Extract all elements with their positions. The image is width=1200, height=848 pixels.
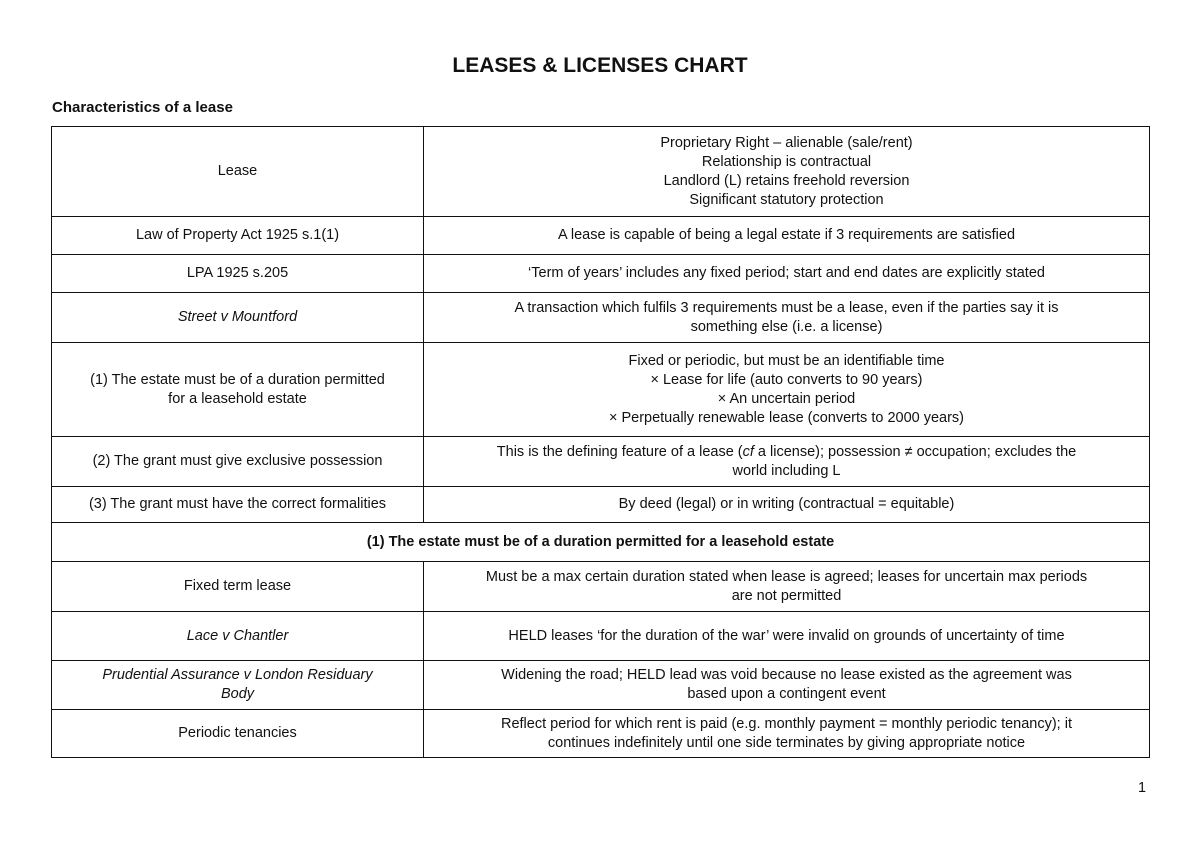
row-label: Lease [52,127,424,217]
detail-line: By deed (legal) or in writing (contractual = equitable) [618,496,955,512]
table-row [52,255,1150,293]
table-row [52,562,1150,612]
detail-line: Reflect period for which rent is paid (e.g. monthly payment = monthly periodic tenancy); it [500,715,1072,732]
detail-line: Widening the road; HELD lead was void because no lease existed as the agreement was [501,667,1072,683]
detail-line: Proprietary Right – alienable (sale/rent) [660,134,913,151]
row-detail [424,487,1150,523]
table-row [52,612,1150,661]
label-line: Prudential Assurance v London Residuary [102,667,373,683]
row-detail [424,437,1150,487]
section-header-row [52,523,1150,562]
detail-line: based upon a contingent event [687,686,886,702]
detail-line: ‘Term of years’ includes any fixed period; start and end dates are explicitly stated [528,265,1045,281]
label-line: Body [220,686,255,702]
case-name [52,661,424,710]
table-row [52,437,1150,487]
table-row [52,487,1150,523]
detail-line: are not permitted [731,587,842,604]
detail-text: This is the defining feature of a lease ( [496,443,743,460]
row-label: (2) The grant must give exclusive possession [52,437,424,487]
row-label: Periodic tenancies [52,710,424,758]
detail-line: A transaction which fulfils 3 requirements must be a lease, even if the parties say it is [514,299,1059,316]
detail-line: × Perpetually renewable lease (converts to 2000 years) [608,409,965,426]
detail-line: × An uncertain period [717,390,856,407]
row-label: Fixed term lease [52,562,424,612]
label-line: for a leasehold estate [168,390,307,407]
table-row [52,217,1150,255]
document-title: LEASES & LICENSES CHART [452,54,748,77]
leases-chart-table [51,126,1150,758]
table-row [52,343,1150,437]
detail-line: Relationship is contractual [701,153,872,170]
detail-line: world including L [732,462,841,479]
section-heading: Characteristics of a lease [52,99,233,116]
row-label [52,343,424,437]
detail-line: A lease is capable of being a legal estate if 3 requirements are satisfied [557,227,1016,243]
cf-abbreviation: cf [742,443,754,460]
detail-line: Must be a max certain duration stated when lease is agreed; leases for uncertain max periods [485,568,1088,585]
detail-line: Landlord (L) retains freehold reversion [663,172,910,189]
row-detail [424,255,1150,293]
case-name: Lace v Chantler [52,612,424,661]
detail-line: something else (i.e. a license) [690,318,883,335]
row-detail [424,293,1150,343]
detail-line: × Lease for life (auto converts to 90 years) [650,371,923,388]
table-row [52,661,1150,710]
detail-line: Fixed or periodic, but must be an identifiable time [628,352,945,369]
row-label: (3) The grant must have the correct formalities [52,487,424,523]
row-label: Law of Property Act 1925 s.1(1) [52,217,424,255]
detail-text: a license); possession ≠ occupation; excludes the [753,443,1077,460]
row-detail [424,127,1150,217]
table-row [52,127,1150,217]
row-detail [424,217,1150,255]
detail-line: HELD leases ‘for the duration of the war’ were invalid on grounds of uncertainty of time [508,627,1065,644]
table-row [52,710,1150,758]
detail-line: continues indefinitely until one side terminates by giving appropriate notice [547,734,1026,751]
section-header: (1) The estate must be of a duration permitted for a leasehold estate [52,523,1150,562]
row-detail [424,562,1150,612]
row-detail [424,710,1150,758]
row-detail [424,612,1150,661]
table-row [52,293,1150,343]
label-line: (1) The estate must be of a duration permitted [90,371,385,388]
detail-line: Significant statutory protection [689,191,884,208]
case-name: Street v Mountford [52,293,424,343]
detail-line [430,443,1143,462]
page-number: 1 [1138,780,1147,796]
row-label: LPA 1925 s.205 [52,255,424,293]
row-detail [424,661,1150,710]
row-detail [424,343,1150,437]
